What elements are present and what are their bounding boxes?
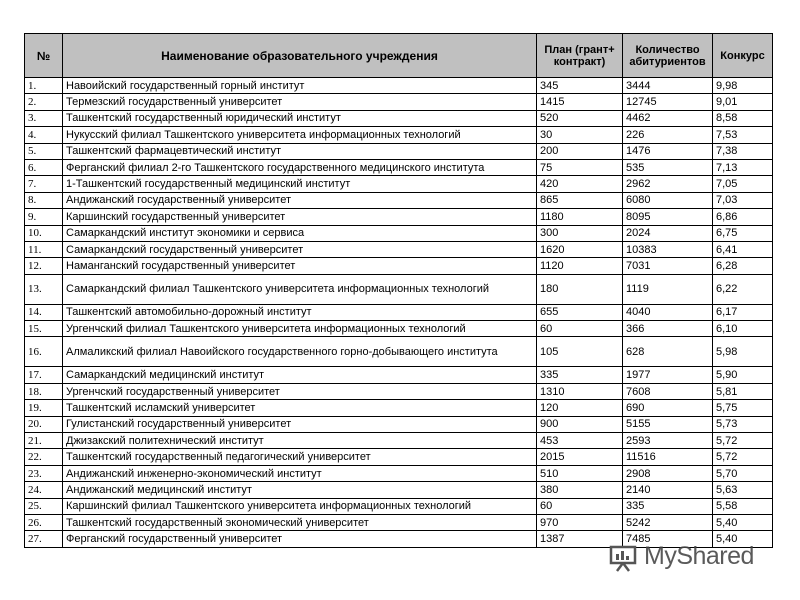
applicants-cell: 5155 [623, 416, 713, 432]
row-number-cell: 6. [25, 159, 63, 175]
row-number-cell: 8. [25, 192, 63, 208]
row-number-cell: 4. [25, 127, 63, 143]
institution-name-cell: Каршинский государственный университет [63, 209, 537, 225]
institution-name-cell: Андижанский инженерно-экономический институт [63, 465, 537, 481]
row-number-cell: 7. [25, 176, 63, 192]
competition-cell: 5,58 [713, 498, 773, 514]
plan-cell: 2015 [537, 449, 623, 465]
plan-cell: 1310 [537, 383, 623, 399]
table-row [25, 383, 773, 399]
table-row [25, 159, 773, 175]
table-row [25, 498, 773, 514]
plan-cell: 180 [537, 274, 623, 304]
competition-cell: 5,70 [713, 465, 773, 481]
row-number-cell: 26. [25, 514, 63, 530]
row-number-cell: 24. [25, 482, 63, 498]
applicants-cell: 12745 [623, 94, 713, 110]
row-number-cell: 15. [25, 321, 63, 337]
competition-cell: 5,98 [713, 337, 773, 367]
competition-cell: 7,38 [713, 143, 773, 159]
institution-name-cell: Андижанский медицинский институт [63, 482, 537, 498]
row-number-cell: 3. [25, 110, 63, 126]
competition-cell: 8,58 [713, 110, 773, 126]
row-number-cell: 27. [25, 531, 63, 547]
table-row [25, 449, 773, 465]
applicants-cell: 2962 [623, 176, 713, 192]
applicants-cell: 3444 [623, 78, 713, 94]
plan-cell: 420 [537, 176, 623, 192]
table-row [25, 258, 773, 274]
applicants-cell: 5242 [623, 514, 713, 530]
row-number-cell: 11. [25, 241, 63, 257]
header-plan: План (грант+ контракт) [537, 34, 623, 78]
plan-cell: 970 [537, 514, 623, 530]
competition-cell: 5,72 [713, 433, 773, 449]
row-number-cell: 16. [25, 337, 63, 367]
institution-name-cell: Нукусский филиал Ташкентского университета информационных технологий [63, 127, 537, 143]
institution-name-cell: Навоийский государственный горный институт [63, 78, 537, 94]
header-number: № [25, 34, 63, 78]
table-row [25, 192, 773, 208]
competition-cell: 9,98 [713, 78, 773, 94]
plan-cell: 120 [537, 400, 623, 416]
table-row [25, 337, 773, 367]
row-number-cell: 5. [25, 143, 63, 159]
row-number-cell: 10. [25, 225, 63, 241]
institution-name-cell: Ургенчский государственный университет [63, 383, 537, 399]
table-row [25, 110, 773, 126]
competition-cell: 7,05 [713, 176, 773, 192]
applicants-cell: 2593 [623, 433, 713, 449]
plan-cell: 200 [537, 143, 623, 159]
competition-cell: 5,73 [713, 416, 773, 432]
plan-cell: 1387 [537, 531, 623, 547]
table-body [25, 78, 773, 548]
applicants-cell: 226 [623, 127, 713, 143]
competition-cell: 5,75 [713, 400, 773, 416]
institution-name-cell: Гулистанский государственный университет [63, 416, 537, 432]
row-number-cell: 1. [25, 78, 63, 94]
competition-cell: 7,03 [713, 192, 773, 208]
institution-name-cell: Андижанский государственный университет [63, 192, 537, 208]
applicants-cell: 1476 [623, 143, 713, 159]
competition-cell: 6,28 [713, 258, 773, 274]
competition-cell: 7,53 [713, 127, 773, 143]
applicants-cell: 7485 [623, 531, 713, 547]
applicants-cell: 4462 [623, 110, 713, 126]
competition-cell: 6,75 [713, 225, 773, 241]
applicants-cell: 4040 [623, 304, 713, 320]
row-number-cell: 13. [25, 274, 63, 304]
plan-cell: 60 [537, 498, 623, 514]
competition-cell: 7,13 [713, 159, 773, 175]
applicants-cell: 10383 [623, 241, 713, 257]
institution-name-cell: Ташкентский государственный юридический институт [63, 110, 537, 126]
competition-cell: 5,40 [713, 514, 773, 530]
table-row [25, 433, 773, 449]
competition-cell: 5,63 [713, 482, 773, 498]
institution-name-cell: Ташкентский государственный педагогический университет [63, 449, 537, 465]
table-row [25, 482, 773, 498]
plan-cell: 105 [537, 337, 623, 367]
competition-cell: 6,17 [713, 304, 773, 320]
competition-cell: 6,86 [713, 209, 773, 225]
competition-cell: 5,90 [713, 367, 773, 383]
institution-name-cell: Ферганский государственный университет [63, 531, 537, 547]
presentation-board-icon [608, 542, 638, 572]
competition-cell: 5,81 [713, 383, 773, 399]
table-row [25, 274, 773, 304]
row-number-cell: 14. [25, 304, 63, 320]
applicants-cell: 1119 [623, 274, 713, 304]
competition-cell: 5,72 [713, 449, 773, 465]
header-competition: Конкурс [713, 34, 773, 78]
applicants-cell: 1977 [623, 367, 713, 383]
watermark-text: MyShared [644, 542, 754, 570]
competition-cell: 6,41 [713, 241, 773, 257]
plan-cell: 520 [537, 110, 623, 126]
row-number-cell: 23. [25, 465, 63, 481]
applicants-cell: 535 [623, 159, 713, 175]
applicants-cell: 2140 [623, 482, 713, 498]
plan-cell: 300 [537, 225, 623, 241]
plan-cell: 75 [537, 159, 623, 175]
table-row [25, 400, 773, 416]
table-row [25, 176, 773, 192]
applicants-cell: 8095 [623, 209, 713, 225]
plan-cell: 655 [537, 304, 623, 320]
header-institution-name: Наименование образовательного учреждения [63, 34, 537, 78]
institution-name-cell: Самаркандский филиал Ташкентского университета информационных технологий [63, 274, 537, 304]
institution-name-cell: Ташкентский государственный экономический университет [63, 514, 537, 530]
plan-cell: 380 [537, 482, 623, 498]
plan-cell: 865 [537, 192, 623, 208]
applicants-cell: 2908 [623, 465, 713, 481]
institution-name-cell: Наманганский государственный университет [63, 258, 537, 274]
institution-name-cell: Ташкентский исламский университет [63, 400, 537, 416]
institution-name-cell: Самаркандский институт экономики и сервиса [63, 225, 537, 241]
institution-name-cell: Термезский государственный университет [63, 94, 537, 110]
table-header-row [25, 34, 773, 78]
plan-cell: 1180 [537, 209, 623, 225]
competition-cell: 6,10 [713, 321, 773, 337]
institution-name-cell: Самаркандский государственный университет [63, 241, 537, 257]
competition-cell: 5,40 [713, 531, 773, 547]
plan-cell: 1620 [537, 241, 623, 257]
plan-cell: 30 [537, 127, 623, 143]
table-row [25, 143, 773, 159]
table-row [25, 94, 773, 110]
plan-cell: 1120 [537, 258, 623, 274]
plan-cell: 1415 [537, 94, 623, 110]
institution-name-cell: 1-Ташкентский государственный медицинский институт [63, 176, 537, 192]
row-number-cell: 9. [25, 209, 63, 225]
institution-name-cell: Каршинский филиал Ташкентского университета информационных технологий [63, 498, 537, 514]
row-number-cell: 25. [25, 498, 63, 514]
applicants-cell: 366 [623, 321, 713, 337]
plan-cell: 453 [537, 433, 623, 449]
row-number-cell: 17. [25, 367, 63, 383]
row-number-cell: 2. [25, 94, 63, 110]
table-row [25, 416, 773, 432]
header-applicants: Количество абитуриентов [623, 34, 713, 78]
table-row [25, 241, 773, 257]
row-number-cell: 22. [25, 449, 63, 465]
plan-cell: 335 [537, 367, 623, 383]
table-row [25, 465, 773, 481]
applicants-cell: 628 [623, 337, 713, 367]
table-row [25, 367, 773, 383]
table-row [25, 514, 773, 530]
applicants-cell: 335 [623, 498, 713, 514]
table-row [25, 304, 773, 320]
row-number-cell: 19. [25, 400, 63, 416]
plan-cell: 900 [537, 416, 623, 432]
applicants-cell: 11516 [623, 449, 713, 465]
competition-cell: 6,22 [713, 274, 773, 304]
applicants-cell: 7031 [623, 258, 713, 274]
table-row [25, 225, 773, 241]
row-number-cell: 20. [25, 416, 63, 432]
university-competition-table [24, 33, 773, 548]
competition-cell: 9,01 [713, 94, 773, 110]
institution-name-cell: Ферганский филиал 2-го Ташкентского государственного медицинского института [63, 159, 537, 175]
plan-cell: 510 [537, 465, 623, 481]
applicants-cell: 2024 [623, 225, 713, 241]
institution-name-cell: Ургенчский филиал Ташкентского университета информационных технологий [63, 321, 537, 337]
institution-name-cell: Джизакский политехнический институт [63, 433, 537, 449]
table-row [25, 78, 773, 94]
institution-name-cell: Ташкентский автомобильно-дорожный институт [63, 304, 537, 320]
row-number-cell: 18. [25, 383, 63, 399]
watermark [604, 538, 764, 578]
institution-name-cell: Самаркандский медицинский институт [63, 367, 537, 383]
plan-cell: 60 [537, 321, 623, 337]
table-row [25, 321, 773, 337]
table-row [25, 209, 773, 225]
row-number-cell: 12. [25, 258, 63, 274]
institution-name-cell: Алмаликский филиал Навоийского государственного горно-добывающего института [63, 337, 537, 367]
applicants-cell: 6080 [623, 192, 713, 208]
applicants-cell: 690 [623, 400, 713, 416]
table-row [25, 127, 773, 143]
plan-cell: 345 [537, 78, 623, 94]
applicants-cell: 7608 [623, 383, 713, 399]
row-number-cell: 21. [25, 433, 63, 449]
institution-name-cell: Ташкентский фармацевтический институт [63, 143, 537, 159]
